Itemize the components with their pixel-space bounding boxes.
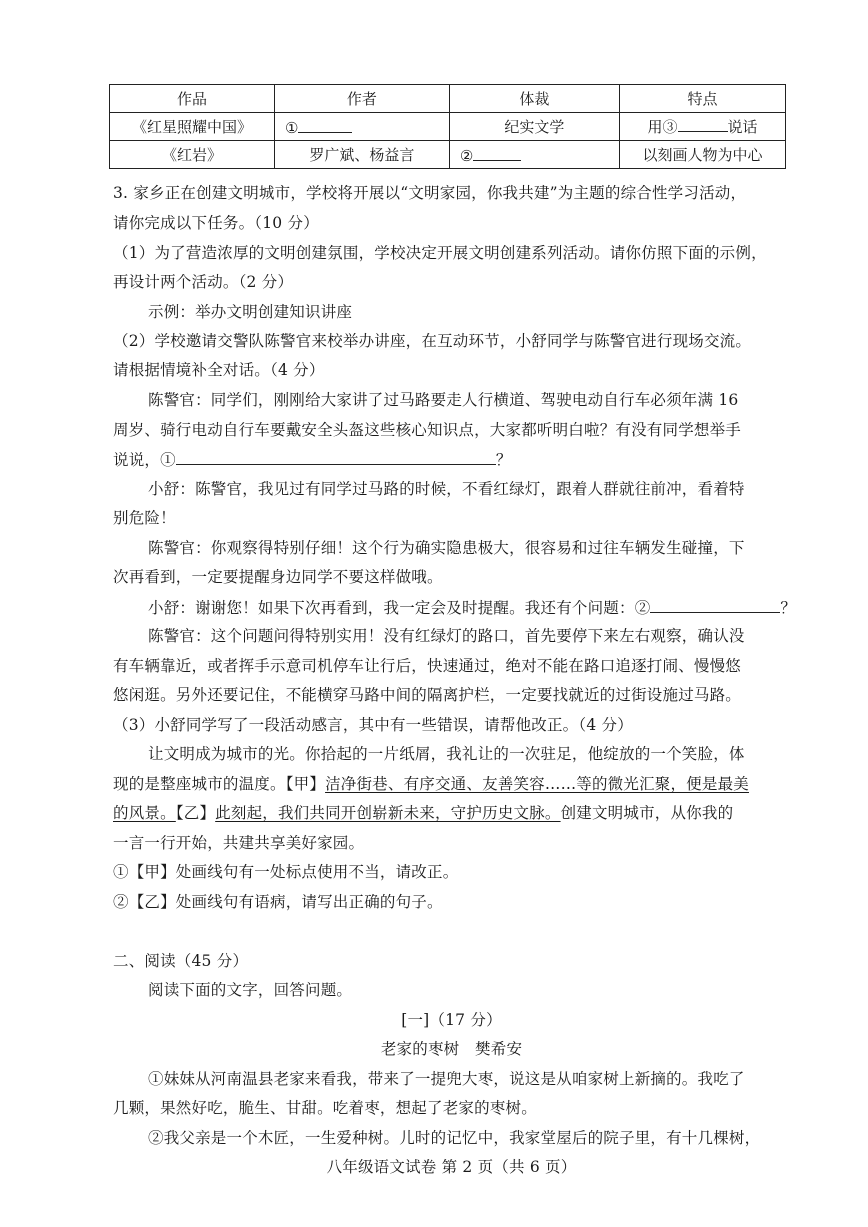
table-row — [110, 113, 786, 141]
underlined-sentence-jia: 洁净街巷、有序交通、友善笑容……等的微光汇聚，便是最美 — [325, 775, 749, 793]
dialogue-line: 悠闲逛。另外还要记住，不能横穿马路中间的隔离护栏，一定要找就近的过街设施过马路。 — [113, 686, 742, 704]
table-header-cell: 体裁 — [449, 85, 619, 113]
q3-part2-line: 请根据情境补全对话。（4 分） — [113, 361, 325, 379]
q3-part1-line: 再设计两个活动。（2 分） — [113, 273, 294, 291]
essay-line: 一言一行开始，共建共享美好家园。 — [113, 834, 365, 852]
q3-intro-line: 请你完成以下任务。（10 分） — [113, 214, 319, 232]
article-paragraph-line: ②我父亲是一个木匠，一生爱种树。儿时的记忆中，我家堂屋后的院子里，有十几棵树， — [148, 1129, 761, 1147]
section-heading: 二、阅读（45 分） — [113, 952, 249, 970]
q3-example: 示例：举办文明创建知识讲座 — [148, 303, 353, 321]
answer-blank[interactable] — [176, 449, 496, 465]
table-cell-feature: 以刻画人物为中心 — [620, 141, 786, 169]
answer-blank[interactable] — [650, 597, 780, 613]
blank-marker: ① — [285, 118, 299, 137]
dialogue-line: 小舒：陈警官，我见过有同学过马路的时候，不看红绿灯，跟着人群就往前冲，看着特 — [148, 480, 745, 498]
table-header-cell: 特点 — [620, 85, 786, 113]
task-line: ②【乙】处画线句有语病，请写出正确的句子。 — [113, 893, 443, 911]
essay-line: 现的是整座城市的温度。【甲】洁净街巷、有序交通、友善笑容……等的微光汇聚，便是最美 — [113, 775, 749, 793]
q3-part2-line: （2）学校邀请交警队陈警官来校举办讲座，在互动环节，小舒同学与陈警官进行现场交流。 — [113, 332, 752, 350]
dialogue-line: 周岁、骑行电动自行车要戴安全头盔这些核心知识点，大家都听明白啦？有没有同学想举手 — [113, 421, 742, 439]
table-cell-author: 罗广斌、杨益言 — [275, 141, 450, 169]
table-cell-work: 《红星照耀中国》 — [110, 113, 275, 141]
dialogue-line: 小舒：谢谢您！如果下次再看到，我一定会及时提醒。我还有个问题：② ？ — [148, 599, 797, 617]
reading-instruction: 阅读下面的文字，回答问题。 — [148, 981, 353, 999]
reading-part-label: [一]（17 分） — [401, 1011, 502, 1029]
blank-marker: ② — [459, 146, 474, 165]
dialogue-line: 陈警官：同学们，刚刚给大家讲了过马路要走人行横道、驾驶电动自行车必须年满 16 — [148, 391, 739, 409]
dialogue-line: 次再看到，一定要提醒身边同学不要这样做哦。 — [113, 568, 443, 586]
dialogue-line: 陈警官：这个问题问得特别实用！没有红绿灯的路口，首先要停下来左右观察，确认没 — [148, 627, 745, 645]
table-header-cell: 作者 — [275, 85, 450, 113]
underlined-sentence-yi: 此刻起，我们共同开创崭新未来，守护历史文脉。 — [215, 804, 561, 822]
fill-blank[interactable] — [473, 145, 521, 161]
fill-blank[interactable] — [298, 117, 352, 133]
table-header-row — [110, 85, 786, 113]
table-cell-feature: 用③ 说话 — [620, 113, 786, 141]
dialogue-line: 有车辆靠近，或者挥手示意司机停车让行后，快速通过，绝对不能在路口追逐打闹、慢慢悠 — [113, 657, 742, 675]
table-cell-genre: 纪实文学 — [449, 113, 619, 141]
table-header-cell: 作品 — [110, 85, 275, 113]
article-paragraph-line: 几颗，果然好吃，脆生、甘甜。吃着枣，想起了老家的枣树。 — [113, 1099, 537, 1117]
literature-table — [109, 84, 786, 169]
table-row — [110, 141, 786, 169]
task-line: ①【甲】处画线句有一处标点使用不当，请改正。 — [113, 863, 459, 881]
dialogue-line: 陈警官：你观察得特别仔细！这个行为确实隐患极大，很容易和过往车辆发生碰撞，下 — [148, 539, 745, 557]
q3-part3-line: （3）小舒同学写了一段活动感言，其中有一些错误，请帮他改正。（4 分） — [113, 716, 633, 734]
page-footer: 八年级语文试卷 第 2 页（共 6 页） — [326, 1158, 577, 1176]
q3-intro-line: 3. 家乡正在创建文明城市，学校将开展以“文明家园，你我共建”为主题的综合性学习活动， — [113, 184, 747, 202]
dialogue-line: 别危险！ — [113, 509, 176, 527]
article-title: 老家的枣树 樊希安 — [380, 1040, 523, 1058]
table-cell-work: 《红岩》 — [110, 141, 275, 169]
table-cell-genre — [449, 141, 619, 169]
article-paragraph-line: ①妹妹从河南温县老家来看我，带来了一提兜大枣，说这是从咱家树上新摘的。我吃了 — [148, 1070, 745, 1088]
fill-blank[interactable] — [678, 116, 728, 132]
q3-part1-line: （1）为了营造浓厚的文明创建氛围，学校决定开展文明创建系列活动。请你仿照下面的示例， — [113, 244, 767, 262]
essay-line: 让文明成为城市的光。你拾起的一片纸屑，我礼让的一次驻足，他绽放的一个笑脸，体 — [148, 745, 745, 763]
table-cell-author — [275, 113, 450, 141]
essay-line: 的风景。【乙】此刻起，我们共同开创崭新未来，守护历史文脉。创建文明城市，从你我的 — [113, 804, 734, 822]
underlined-sentence-jia: 的风景。 — [113, 804, 176, 822]
dialogue-line: 说说，① ？ — [113, 451, 512, 469]
